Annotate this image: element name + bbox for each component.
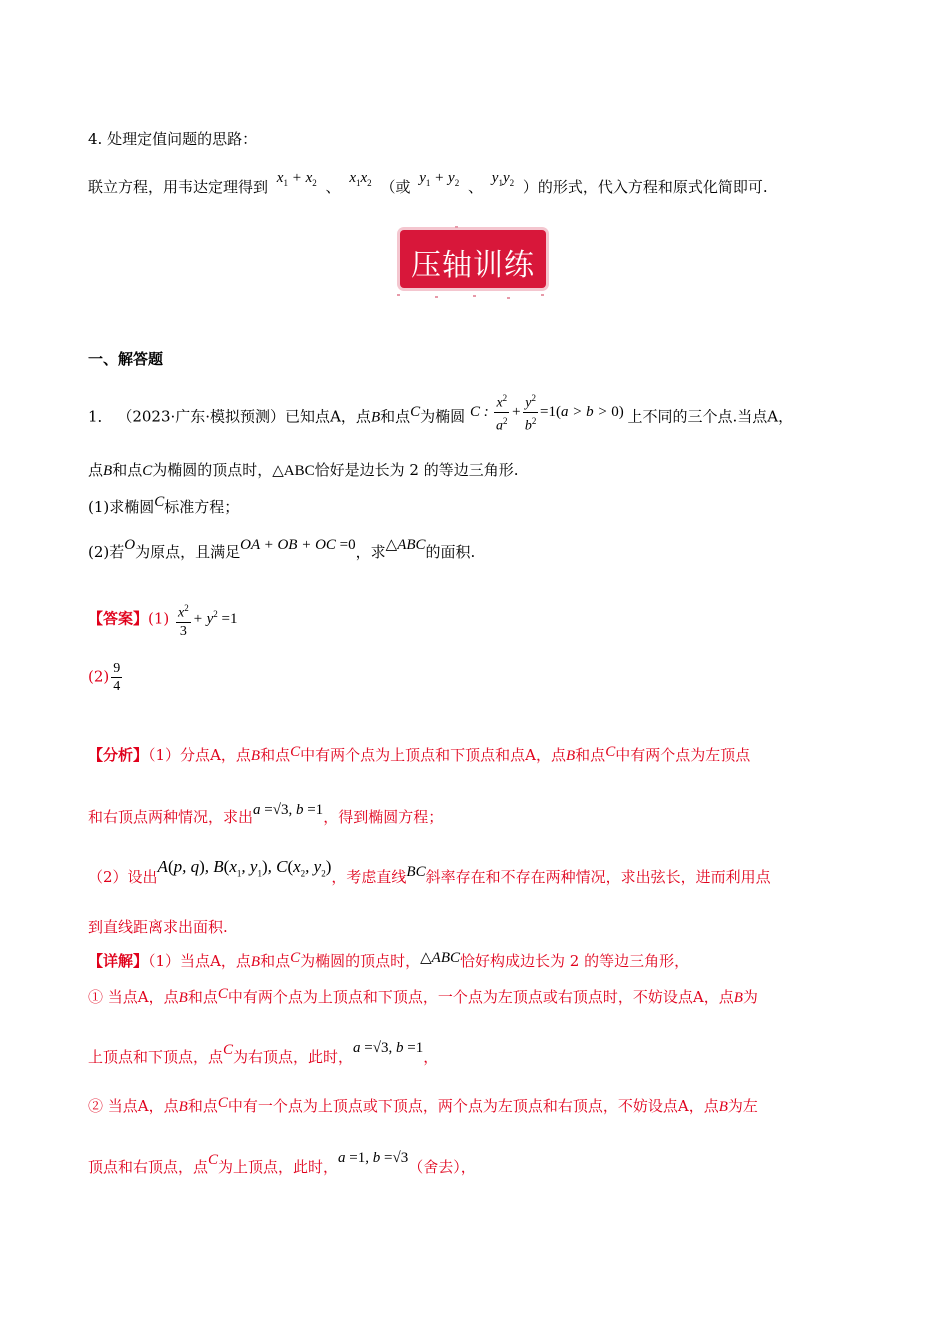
detail-text: ① 当点	[88, 988, 138, 1006]
math-y1y2: $y_1y_2$	[491, 170, 515, 188]
analysis-text: 和右顶点两种情况，求出	[88, 808, 254, 826]
question-text: 的面积.	[425, 543, 476, 561]
detail-text: ，	[423, 1048, 439, 1066]
problem-text: 点	[355, 407, 371, 426]
point-label: B	[250, 748, 261, 764]
analysis-text: ，得到椭圆方程；	[323, 808, 444, 826]
analysis-text: （2）设出	[88, 868, 158, 886]
detail-text: 为椭圆的顶点时，	[300, 952, 421, 970]
question-text: (2)若	[88, 543, 125, 561]
detail-text: ，点	[148, 988, 179, 1006]
math-y1-plus-y2: $y_1 + y_2$	[419, 170, 460, 188]
problem-line-2	[88, 459, 518, 482]
point-label: C	[208, 1152, 219, 1168]
analysis-text: 中有两个点为左顶点	[615, 746, 751, 764]
problem-text: 恰好是边长为 2 的等边三角形.	[314, 461, 519, 479]
detail-text: 恰好构成边长为 2 的等边三角形，	[460, 952, 690, 970]
math-a-b-values: a =√3, b =1	[253, 802, 324, 818]
point-label: B	[370, 409, 381, 426]
vector-equation: OA + OB + OC =0	[240, 537, 356, 553]
point-label: A	[137, 988, 149, 1006]
point-label: C	[290, 950, 301, 966]
punct: ，	[778, 407, 794, 426]
detail-text: ，点	[688, 1097, 719, 1115]
analysis-line-2	[88, 802, 444, 829]
fraction-numerator: 9	[113, 661, 121, 676]
detail-text: 为上顶点，此时，	[218, 1158, 339, 1176]
answer-line-2	[88, 660, 124, 695]
intro-line	[88, 170, 768, 204]
detail-text: ，点	[148, 1097, 179, 1115]
answer-fraction	[111, 660, 122, 695]
analysis-text: （1）分点	[148, 746, 211, 764]
intro-heading: 4. 处理定值问题的思路：	[88, 130, 258, 148]
point-label: C	[290, 744, 301, 760]
detail-case2-line-1	[88, 1095, 758, 1118]
question-text: ，求	[355, 543, 386, 561]
origin-label: O	[124, 537, 136, 553]
analysis-text: ，点	[220, 746, 251, 764]
detail-line-1	[88, 950, 689, 973]
point-label: A	[137, 1097, 149, 1115]
point-label: B	[733, 990, 743, 1006]
analysis-line-3	[88, 857, 771, 894]
point-label: C	[217, 1095, 228, 1111]
problem-text: 和点	[380, 407, 411, 426]
point-label: B	[566, 748, 576, 764]
problem-source: （2023·广东·模拟预测）	[117, 407, 286, 426]
problem-text: 已知点	[285, 407, 331, 426]
intro-sep2: 、	[467, 178, 483, 196]
problem-text: 为椭圆	[420, 407, 466, 426]
detail-text: ，点	[220, 952, 251, 970]
intro-paren: （或	[380, 178, 411, 196]
banner-speck	[455, 226, 458, 228]
point-label: C	[217, 986, 228, 1002]
question-1	[88, 496, 239, 519]
point-label: C	[410, 403, 421, 420]
detail-text: 和点	[187, 988, 218, 1006]
question-text: 为原点，且满足	[135, 543, 241, 561]
answer-part-label: (2)	[88, 667, 110, 686]
detail-text: 为	[742, 988, 758, 1006]
point-label: A	[330, 407, 341, 426]
analysis-line-1	[88, 744, 750, 767]
analysis-text: 中有两个点为上顶点和下顶点和点	[300, 746, 526, 764]
point-label: C	[605, 744, 616, 760]
problem-text: 点	[88, 461, 104, 479]
point-label: A	[677, 1097, 689, 1115]
ellipse-equation: C : $\frac{x^2}{a^2}$ + $\frac{y^2}{b^2}$ =1(a > b > 0)	[470, 404, 628, 420]
math-points: A(p, q), $B(x_1$, $y_1$), $C(x_2$, $y_2$)	[157, 857, 332, 879]
detail-text: 和点	[260, 952, 291, 970]
problem-text: 为椭圆的顶点时，	[152, 461, 273, 479]
banner-speck	[507, 297, 510, 299]
analysis-text: 斜率存在和不存在两种情况，求出弦长，进而利用点	[425, 868, 771, 886]
point-label: A	[767, 407, 779, 426]
analysis-text: 和点	[575, 746, 606, 764]
detail-case1-line-1	[88, 986, 758, 1009]
detail-text: 为左	[727, 1097, 758, 1115]
detail-text: （1）当点	[148, 952, 211, 970]
detail-case1-line-2	[88, 1040, 439, 1069]
triangle-abc: △ABC	[385, 537, 426, 553]
math-x1x2: $x_1x_2$	[349, 170, 372, 188]
math-a-b-case1: a =√3, b =1	[353, 1040, 424, 1056]
analysis-text: 到直线距离求出面积.	[88, 918, 228, 936]
point-label: B	[250, 954, 261, 970]
analysis-text: ，考虑直线	[331, 868, 407, 886]
point-label: A	[692, 988, 704, 1006]
analysis-text: 和点	[260, 746, 291, 764]
point-label: B	[103, 463, 113, 479]
problem-text: 和点	[112, 461, 143, 479]
banner-speck	[435, 296, 438, 298]
math-a-b-case2: a =1, b =√3	[338, 1150, 409, 1166]
banner-title: 压轴训练	[411, 248, 535, 283]
point-label: C	[223, 1042, 234, 1058]
point-label: B	[178, 990, 188, 1006]
banner-speck	[397, 294, 400, 296]
banner-background	[400, 230, 546, 288]
point-label: A	[525, 746, 536, 764]
triangle-abc: △ABC	[420, 950, 461, 966]
problem-line-1	[88, 393, 794, 440]
question-text: 标准方程；	[164, 498, 240, 516]
fraction-denominator: 4	[113, 679, 121, 694]
problem-number: 1．	[88, 407, 113, 426]
point-label: B	[178, 1099, 188, 1115]
answer-equation-1: $\frac{x^2}{3}$ + $y^2 =1$	[174, 611, 237, 627]
banner-speck	[541, 294, 544, 296]
intro-sep1: 、	[325, 178, 341, 196]
banner-speck	[473, 295, 476, 297]
answer-line-1	[88, 600, 238, 640]
question-text: (1)求椭圆	[88, 498, 155, 516]
point-label: A	[210, 952, 221, 970]
intro-text-a: 联立方程，用韦达定理得到	[88, 178, 269, 196]
point-label: C	[142, 463, 153, 479]
section-title: 一、解答题	[88, 350, 164, 368]
intro-text-b: ）的形式，代入方程和原式化简即可.	[522, 178, 768, 196]
answer-part-label: (1)	[148, 609, 170, 628]
detail-text: 上顶点和下顶点，点	[88, 1048, 224, 1066]
detail-case2-line-2	[88, 1150, 476, 1179]
punct: ，	[340, 407, 356, 426]
point-label: B	[718, 1099, 728, 1115]
section-banner	[395, 226, 553, 302]
math-x1-plus-x2: $x_1 + x_2$	[276, 170, 317, 188]
detail-text: 顶点和右顶点，点	[88, 1158, 209, 1176]
detail-text: 中有两个点为上顶点和下顶点，一个点为左顶点或右顶点时，不妨设点	[227, 988, 693, 1006]
question-2	[88, 537, 476, 564]
detail-text: ，点	[703, 988, 734, 1006]
problem-text: 上不同的三个点.当点	[627, 407, 768, 426]
detail-text: 和点	[187, 1097, 218, 1115]
analysis-text: ，点	[535, 746, 566, 764]
detail-text: ② 当点	[88, 1097, 138, 1115]
detail-text: 中有一个点为上顶点或下顶点，两个点为左顶点和右顶点，不妨设点	[227, 1097, 678, 1115]
point-label: A	[210, 746, 221, 764]
triangle-abc: △ABC	[272, 463, 315, 479]
answer-label: 【答案】	[88, 609, 149, 628]
detail-text: （舍去），	[408, 1158, 476, 1176]
point-label: C	[154, 494, 165, 510]
detail-text: 为右顶点，此时，	[233, 1048, 354, 1066]
analysis-line-4	[88, 916, 228, 938]
line-bc: BC	[406, 864, 426, 880]
detail-label: 【详解】	[88, 952, 149, 970]
analysis-label: 【分析】	[88, 746, 149, 764]
